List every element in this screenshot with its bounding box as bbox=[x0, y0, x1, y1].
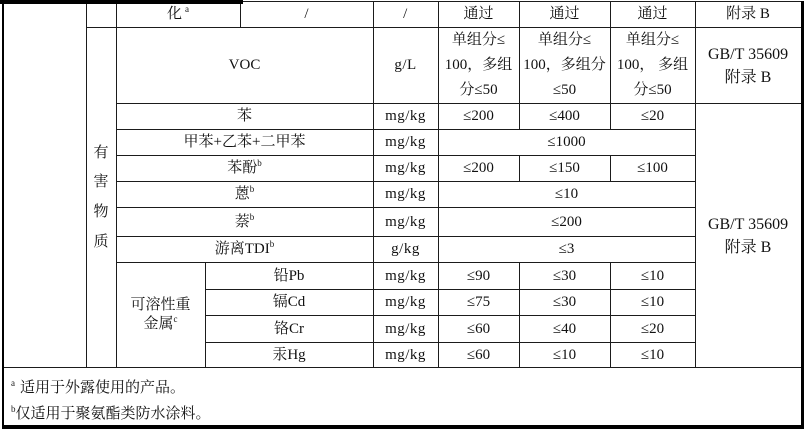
limit-cell: ≤40 bbox=[519, 316, 610, 343]
limit-cell: ≤10 bbox=[610, 343, 695, 368]
thick-top-border-segment bbox=[0, 0, 243, 4]
footnotes-row bbox=[3, 368, 802, 428]
voc-limit-cell-3: 单组分≤ 100， 多组 分≤50 bbox=[610, 28, 695, 104]
unit-cell: mg/kg bbox=[373, 290, 438, 316]
left-merged-empty-cell bbox=[3, 2, 86, 368]
table-row bbox=[3, 208, 802, 237]
footnote-mark-c: c bbox=[173, 314, 178, 324]
harmful-substances-table bbox=[2, 1, 804, 429]
unit-cell: mg/kg bbox=[373, 208, 438, 237]
item-cell-phenol: 苯酚$^b$ bbox=[116, 156, 373, 182]
limit-cell: ≤20 bbox=[610, 104, 695, 130]
ref-merged-cell: GB/T 35609 附录 B bbox=[695, 104, 802, 368]
row1-item2-cell: / bbox=[240, 2, 373, 28]
footnote-mark-a: a bbox=[185, 4, 190, 15]
footnote-b: $^b$仅适用于聚氨酯类防水涂料。 bbox=[11, 404, 211, 422]
limit-cell: ≤75 bbox=[438, 290, 519, 316]
table-row bbox=[3, 182, 802, 208]
table-row bbox=[3, 156, 802, 182]
voc-limit-cell-2: 单组分≤ 100，多组分 ≤50 bbox=[519, 28, 610, 104]
item-cell-lead: 铅Pb bbox=[205, 263, 373, 290]
unit-cell: mg/kg bbox=[373, 316, 438, 343]
limit-cell: ≤10 bbox=[610, 263, 695, 290]
item-cell-anthracene: 蒽$^b$ bbox=[116, 182, 373, 208]
group-cell-soluble-heavy-metals: 可溶性重 金属$^c$ bbox=[116, 263, 205, 368]
voc-limit-cell-1: 单组分≤ 100，多组 分≤50 bbox=[438, 28, 519, 104]
limit-cell-merged: ≤1000 bbox=[438, 130, 695, 156]
footnote-mark-b: b bbox=[11, 404, 16, 414]
voc-unit-cell: g/L bbox=[373, 28, 438, 104]
row1-item-label: 化 bbox=[167, 6, 183, 23]
limit-cell: ≤200 bbox=[438, 104, 519, 130]
voc-item-cell: VOC bbox=[116, 28, 373, 104]
footnote-a: $^a$ 适用于外露使用的产品。 bbox=[11, 378, 186, 396]
limit-cell: ≤100 bbox=[610, 156, 695, 182]
limit-cell: ≤90 bbox=[438, 263, 519, 290]
limit-cell-merged: ≤3 bbox=[438, 237, 695, 263]
table-row bbox=[3, 2, 802, 28]
item-cell-mercury: 汞Hg bbox=[205, 343, 373, 368]
row1-pass-cell-2: 通过 bbox=[519, 2, 610, 28]
unit-cell: mg/kg bbox=[373, 182, 438, 208]
limit-cell: ≤30 bbox=[519, 263, 610, 290]
limit-cell: ≤200 bbox=[438, 156, 519, 182]
item-cell-benzene: 苯 bbox=[116, 104, 373, 130]
category-harmful-substances-cell bbox=[86, 28, 116, 368]
limit-cell: ≤400 bbox=[519, 104, 610, 130]
limit-cell: ≤150 bbox=[519, 156, 610, 182]
row1-ref-cell: 附录 B bbox=[695, 2, 802, 28]
limit-cell: ≤10 bbox=[519, 343, 610, 368]
item-cell-free-tdi: 游离TDI$^b$ bbox=[116, 237, 373, 263]
table-row bbox=[3, 130, 802, 156]
unit-cell: g/kg bbox=[373, 237, 438, 263]
limit-cell: ≤20 bbox=[610, 316, 695, 343]
category-empty-cell bbox=[86, 2, 116, 28]
table-row bbox=[3, 28, 802, 104]
limit-cell: ≤60 bbox=[438, 316, 519, 343]
table-row bbox=[3, 104, 802, 130]
table-row bbox=[3, 263, 802, 290]
category-vertical-label: 有 害 物 质 bbox=[93, 144, 109, 250]
voc-ref-cell: GB/T 35609 附录 B bbox=[695, 28, 802, 104]
unit-cell: mg/kg bbox=[373, 104, 438, 130]
row1-unit-cell: / bbox=[373, 2, 438, 28]
table-row bbox=[3, 237, 802, 263]
footnote-mark-a: a bbox=[11, 378, 15, 388]
item-cell-chromium: 铬Cr bbox=[205, 316, 373, 343]
row1-pass-cell-3: 通过 bbox=[610, 2, 695, 28]
limit-cell: ≤10 bbox=[610, 290, 695, 316]
row1-pass-cell-1: 通过 bbox=[438, 2, 519, 28]
limit-cell-merged: ≤200 bbox=[438, 208, 695, 237]
limit-cell: ≤30 bbox=[519, 290, 610, 316]
footnotes-cell bbox=[3, 368, 802, 428]
limit-cell: ≤60 bbox=[438, 343, 519, 368]
unit-cell: mg/kg bbox=[373, 156, 438, 182]
limit-cell-merged: ≤10 bbox=[438, 182, 695, 208]
row1-item-cell bbox=[116, 2, 240, 28]
unit-cell: mg/kg bbox=[373, 130, 438, 156]
unit-cell: mg/kg bbox=[373, 343, 438, 368]
item-cell-cadmium: 镉Cd bbox=[205, 290, 373, 316]
item-cell-toluene-group: 甲苯+乙苯+二甲苯 bbox=[116, 130, 373, 156]
item-cell-naphthalene: 萘$^b$ bbox=[116, 208, 373, 237]
unit-cell: mg/kg bbox=[373, 263, 438, 290]
